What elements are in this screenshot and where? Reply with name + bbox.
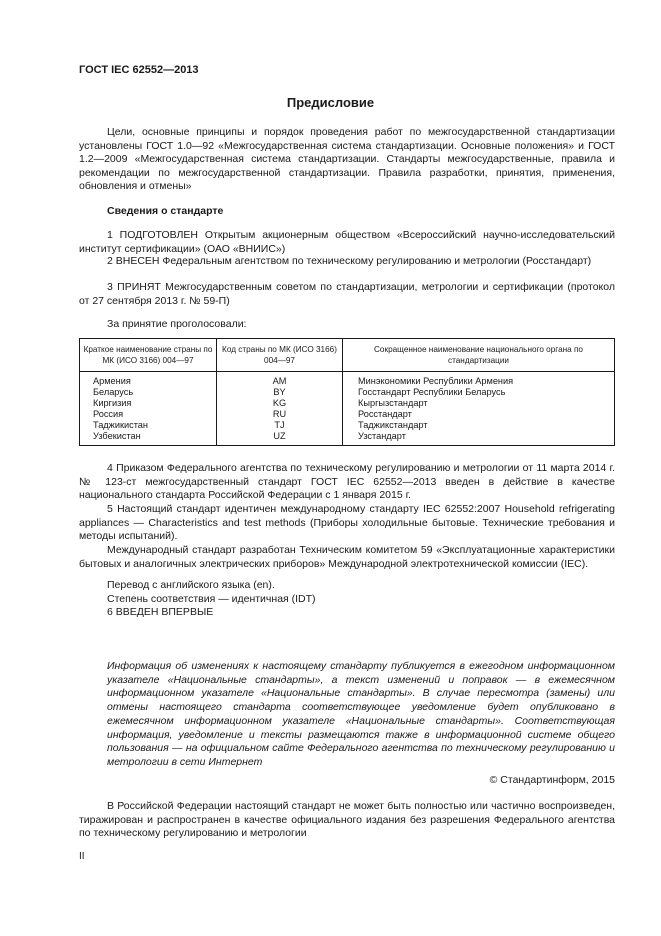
voted-label: За принятие проголосовали: xyxy=(107,318,247,330)
table-cell: KG xyxy=(272,398,287,409)
table-cell: Армения xyxy=(93,376,131,386)
table-column-countries xyxy=(93,376,148,443)
info-heading: Сведения о стандарте xyxy=(107,205,224,217)
table-cell: Беларусь xyxy=(93,387,134,398)
table-cell: Узстандарт xyxy=(358,431,406,442)
document-code: ГОСТ IEC 62552—2013 xyxy=(79,64,199,76)
table-cell: Кыргызстандарт xyxy=(358,398,428,409)
translation-line: Перевод с английского языка (en). xyxy=(107,579,275,591)
page-title: Предисловие xyxy=(286,95,375,110)
table-cell: BY xyxy=(273,387,286,398)
table-header-divider xyxy=(79,371,615,372)
table-header-code: Код страны по МК (ИСО 3166) 004—97 xyxy=(222,345,337,365)
table-cell: Минэкономики Республики Армения xyxy=(358,376,514,386)
table-cell: Таджикстандарт xyxy=(358,420,428,431)
intro-paragraph: Цели, основные принципы и порядок проведения работ по межгосударственной стандартизации установлены ГОСТ 1.0—92 «Межгосударственная система стандартизации. Основные положения» и ГОСТ 1.2—2009 «Межгосударственная система стандартизации. Стандарты межгосударственные, правила и рекомендации по межгосударственной стандартизации. Правила разработки, принятия, применения, обновления и отмены» xyxy=(79,126,615,193)
table-cell: Узбекистан xyxy=(93,431,141,442)
table-header-country: Краткое наименование страны по МК (ИСО 3166) 004—97 xyxy=(83,345,213,365)
table-column-organs xyxy=(358,376,513,443)
table-header-organ: Сокращенное наименование национального органа по стандартизации xyxy=(374,345,583,365)
copyright: © Стандартинформ, 2015 xyxy=(489,774,615,786)
table-cell: Госстандарт Республики Беларусь xyxy=(358,387,506,398)
changes-notice: Информация об изменениях к настоящему стандарту публикуется в ежегодном информационном указателе «Национальные стандарты», а текст изменений и поправок — в ежемесячном информационном указателе «Национальные стандарты». В случае пересмотра (замены) или отмены настоящего стандарта соответствующее уведомление будет опубликовано в ежемесячном информационном указателе «Национальные стандарты». Соответствующая информация, уведомление и тексты размещаются также в информационной системе общего пользования — на официальном сайте Федерального агентства по техническому регулированию и метрологии в сети Интернет xyxy=(107,660,615,768)
table-cell: AM xyxy=(272,376,287,386)
item-5: 5 Настоящий стандарт идентичен международному стандарту IEC 62552:2007 Household refrigerating appliances — Characteristics and test methods (Приборы холодильные бытовые. Технические требования и методы испытаний). xyxy=(79,503,615,543)
item-3: 3 ПРИНЯТ Межгосударственным советом по стандартизации, метрологии и сертификации (протокол от 27 сентября 2013 г. № 59-П) xyxy=(79,281,615,307)
table-cell: UZ xyxy=(273,431,286,442)
table-cell: Киргизия xyxy=(93,398,132,409)
item-2: 2 ВНЕСЕН Федеральным агентством по техническому регулированию и метрологии (Росстандарт) xyxy=(107,255,592,267)
page-number: II xyxy=(79,851,85,862)
reproduction-notice: В Российской Федерации настоящий стандарт не может быть полностью или частично воспроизведен, тиражирован и распространен в качестве официального издания без разрешения Федерального агентства по техническому регулированию и метрологии xyxy=(79,800,615,840)
item-5-developer: Международный стандарт разработан Техническим комитетом 59 «Эксплуатационные характеристики бытовых и аналогичных электрических приборов» Международной электротехнической комиссии (IEC). xyxy=(79,544,615,570)
table-cell: TJ xyxy=(274,420,285,431)
table-column-codes xyxy=(217,376,342,443)
table-cell: RU xyxy=(272,409,287,420)
table-cell: Таджикистан xyxy=(93,420,148,431)
table-cell: Росстандарт xyxy=(358,409,412,420)
conformity-line: Степень соответствия — идентичная (IDT) xyxy=(107,593,316,605)
item-4: 4 Приказом Федерального агентства по техническому регулированию и метрологии от 11 марта 2014 г. № 123-ст межгосударственный стандарт ГОСТ IEC 62552—2013 введен в действие в качестве национального стандарта Российской Федерации с 1 января 2015 г. xyxy=(79,462,615,502)
item-1: 1 ПОДГОТОВЛЕН Открытым акционерным обществом «Всероссийский научно-исследовательский институт сертификации» (ОАО «ВНИИС») xyxy=(79,229,615,255)
item-6: 6 ВВЕДЕН ВПЕРВЫЕ xyxy=(107,606,214,618)
table-cell: Россия xyxy=(93,409,124,420)
